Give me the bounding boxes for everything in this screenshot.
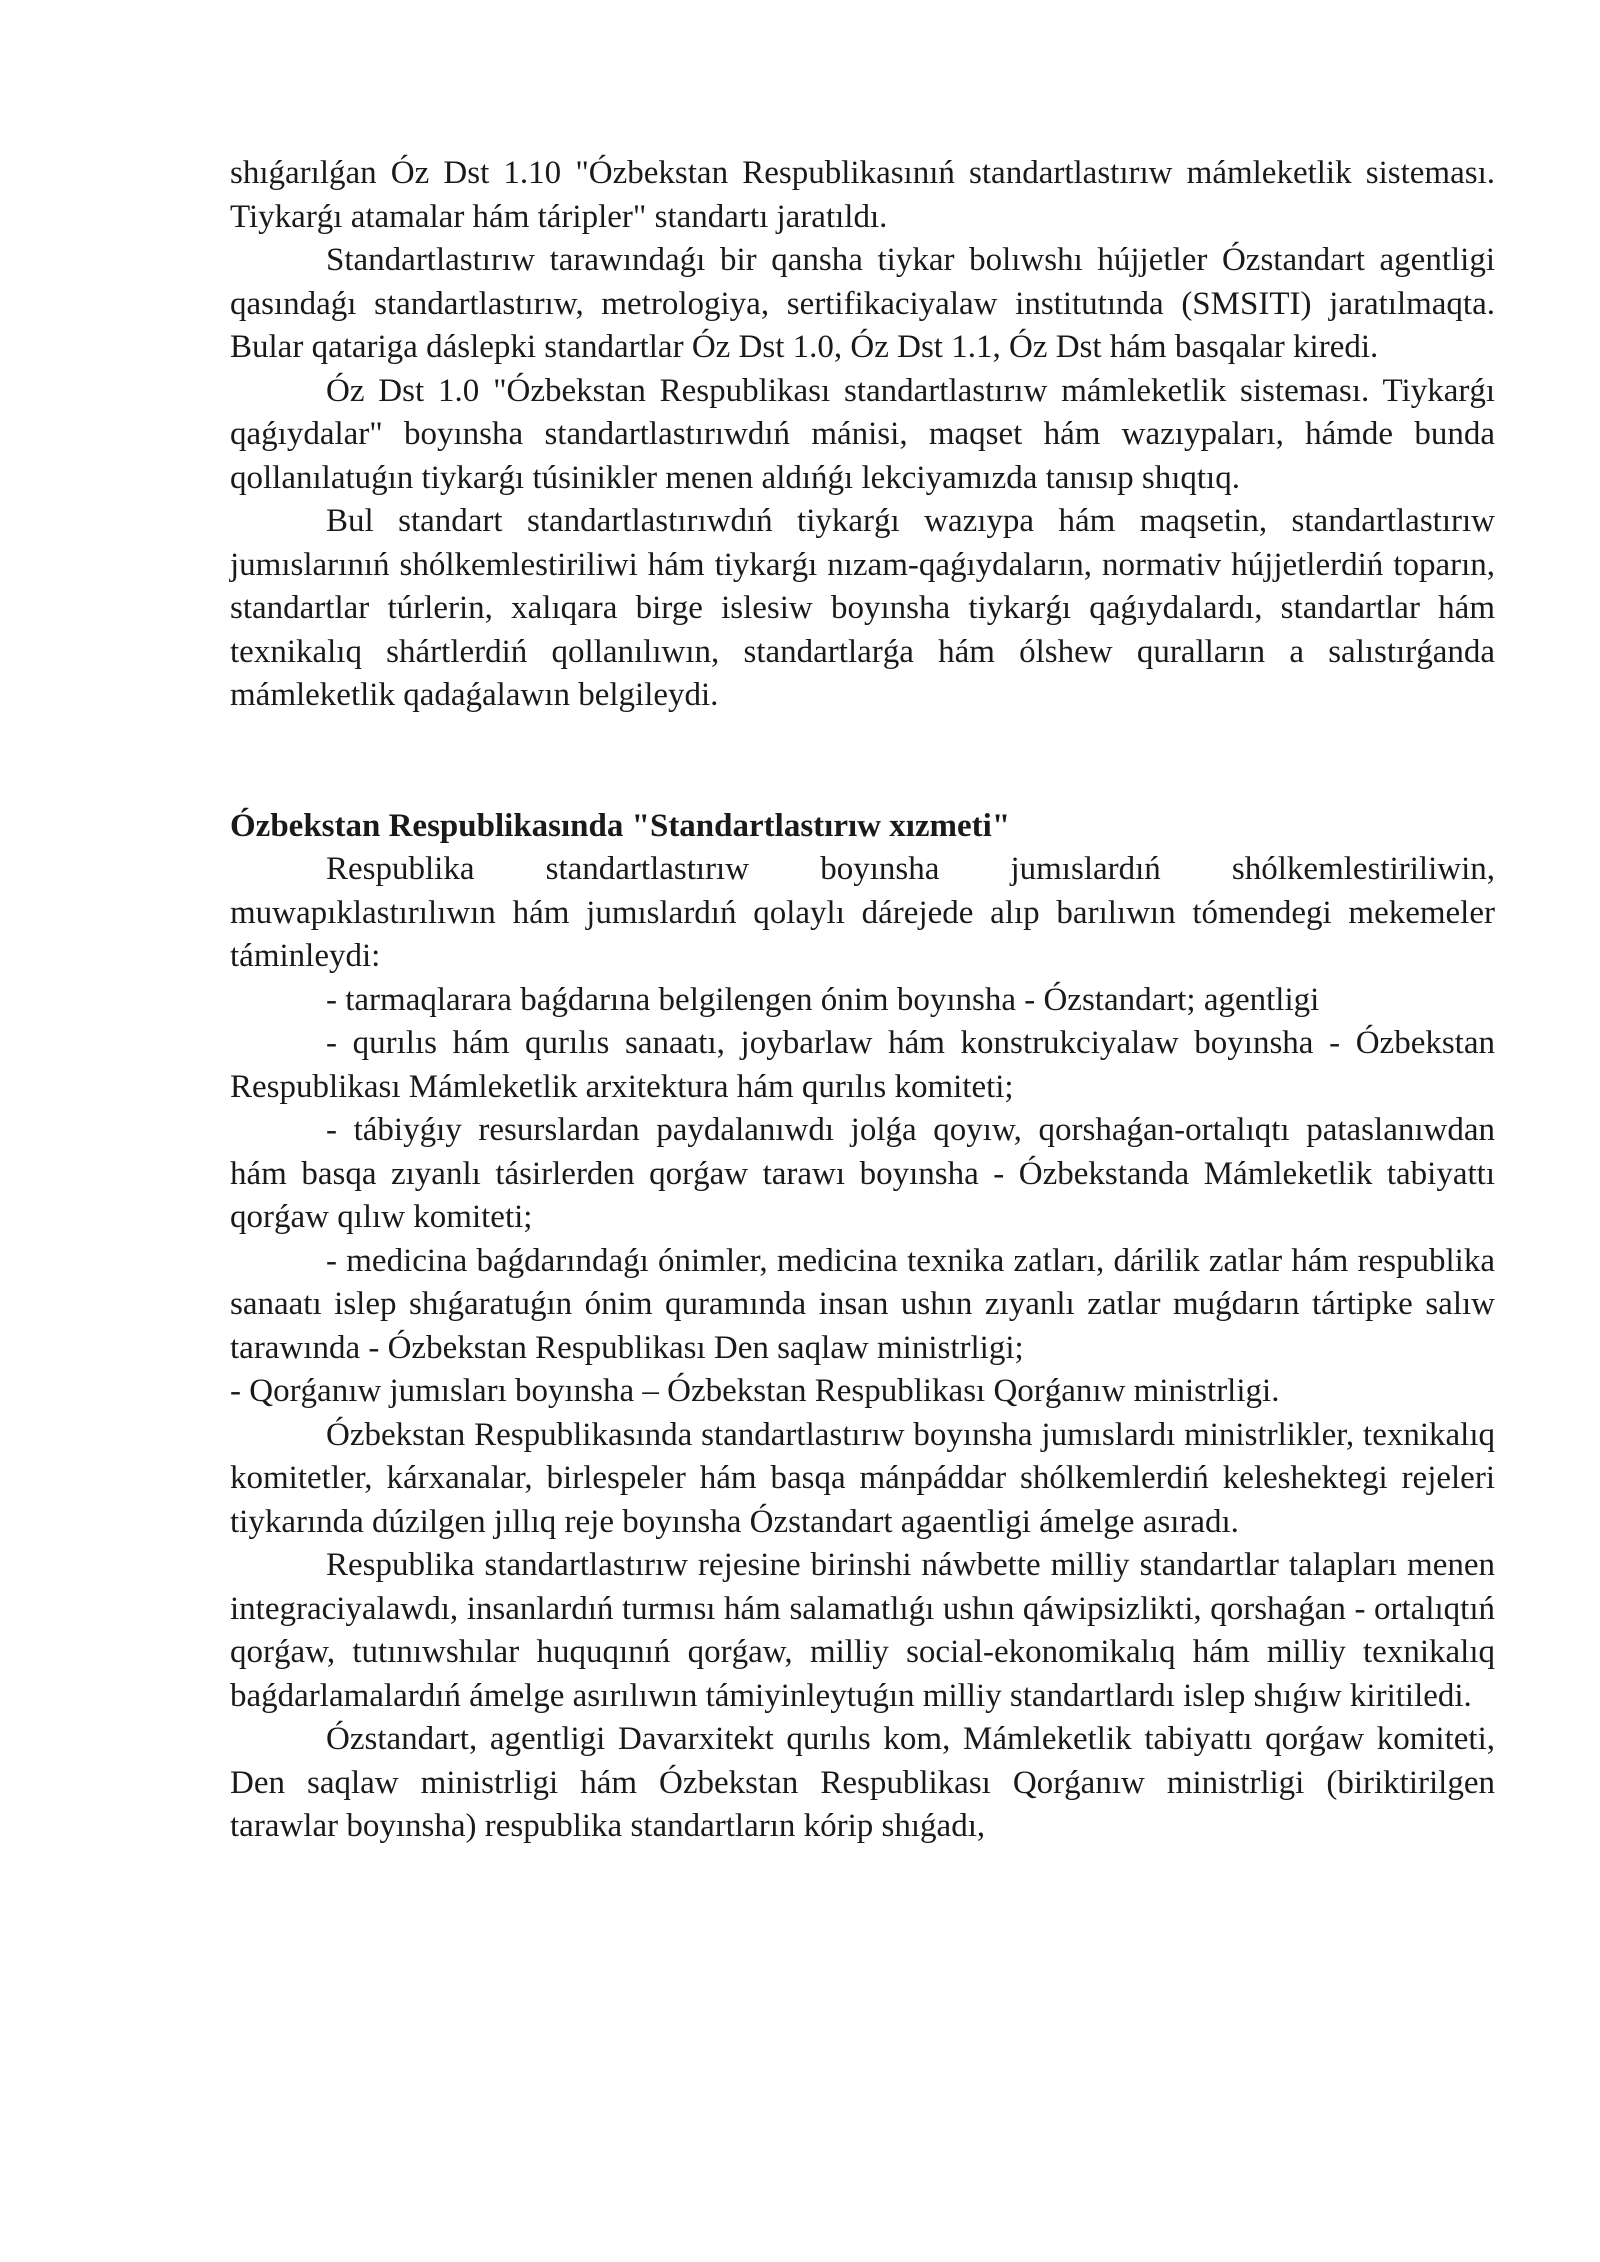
list-item: - Qorǵanıw jumısları boyınsha – Ózbekstan Respublikası Qorǵanıw ministrligi.	[230, 1373, 1280, 1409]
paragraph-oz-dst: Óz Dst 1.0 "Ózbekstan Respublikası standartlastırıw mámleketlik sisteması. Tiykarǵı qaǵıydalar" boyınsha standartlastırıwdıń mánisi, maqset hám wazıypaları, hámde bunda qollanılatuǵın tiykarǵı túsinikler menen aldıńǵı lekciyamızda tanısıp shıqtıq.	[230, 372, 1495, 496]
list-item: - medicina baǵdarındaǵı ónimler, medicina texnika zatları, dárilik zatlar hám respublika sanaatı islep shıǵaratuǵın ónim quramında insan ushın zıyanlı zatlar muǵdarın tártipke salıw tarawında - Ózbekstan Respublikası Den saqlaw ministrligi;	[230, 1242, 1495, 1366]
paragraph-intro: Respublika standartlastırıw boyınsha jumıslardıń shólkemlestiriliwin, muwapıklastırılıwın hám jumıslardıń qolaylı dárejede alıp barılıwın tómendegi mekemeler táminleydi:	[230, 851, 1495, 974]
list-item: - tarmaqlarara baǵdarına belgilengen ónim boyınsha - Ózstandart; agentligi	[326, 981, 1320, 1018]
list-item: - tábiyǵıy resurslardan paydalanıwdı jolǵa qoyıw, qorshaǵan-ortalıqtı pataslanıwdan hám basqa zıyanlı tásirlerden qorǵaw tarawı boyınsha - Ózbekstanda Mámleketlik tabiyattı qorǵaw qılıw komiteti;	[230, 1112, 1495, 1235]
paragraph-review: Ózstandart, agentligi Davarxitekt qurılıs kom, Mámleketlik tabiyattı qorǵaw komiteti, Den saqlaw ministrligi hám Ózbekstan Respublikası Qorǵanıw ministrligi (biriktirilgen tarawlar boyınsha) respublika standartların kórip shıǵadı,	[230, 1721, 1495, 1844]
list-item: - qurılıs hám qurılıs sanaatı, joybarlaw hám konstrukciyalaw boyınsha - Ózbekstan Respublikası Mámleketlik arxitektura hám qurılıs komiteti;	[230, 1025, 1495, 1105]
paragraph-planning: Ózbekstan Respublikasında standartlastırıw boyınsha jumıslardı ministrlikler, texnikalıq komitetler, kárxanalar, birlespeler hám basqa mánpáddar shólkemlerdiń keleshektegi rejeleri tiykarında dúzilgen jıllıq reje boyınsha Ózstandart agaentligi ámelge asıradı.	[230, 1416, 1495, 1540]
section-gap	[230, 718, 1495, 805]
paragraph-institute: Standartlastırıw tarawındaǵı bir qansha tiykar bolıwshı hújjetler Ózstandart agentligi qasındaǵı standartlastırıw, metrologiya, sertifikaciyalaw institutında (SMSITI) jaratılmaqta. Bular qatariga dáslepki standartlar Óz Dst 1.0, Óz Dst 1.1, Óz Dst hám basqalar kiredi.	[230, 242, 1495, 365]
section-heading: Ózbekstan Respublikasında "Standartlastırıw xızmeti"	[230, 807, 1011, 844]
paragraph-priorities: Respublika standartlastırıw rejesine birinshi náwbette milliy standartlar talapları menen integraciyalawdı, insanlardıń turmısı hám salamatlıǵı ushın qáwipsizlikti, qorshaǵan - ortalıqtıń qorǵaw, tutınıwshılar huquqınıń qorǵaw, milliy social-ekonomikalıq hám milliy texnikalıq baǵdarlamalardıń ámelge asırılıwın támiyinleytuǵın milliy standartlardı islep shıǵıw kiritiledi.	[230, 1547, 1495, 1714]
paragraph-standard-scope: Bul standart standartlastırıwdıń tiykarǵı wazıypa hám maqsetin, standartlastırıw jumıslarınıń shólkemlestiriliwi hám tiykarǵı nızam-qaǵıydaların, normativ hújjetlerdiń toparın, standartlar túrlerin, xalıqara birge islesiw boyınsha tiykarǵı qaǵıydalardı, standartlar hám texnikalıq shártlerdiń qollanılıwın, standartlarǵa hám ólshew quralların a salıstırǵanda mámleketlik qadaǵalawın belgileydi.	[230, 503, 1495, 713]
document-page	[230, 152, 1495, 1849]
paragraph-continuation: shıǵarılǵan Óz Dst 1.10 "Ózbekstan Respublikasınıń standartlastırıw mámleketlik sisteması. Tiykarǵı atamalar hám táripler" standartı jaratıldı.	[230, 155, 1495, 235]
